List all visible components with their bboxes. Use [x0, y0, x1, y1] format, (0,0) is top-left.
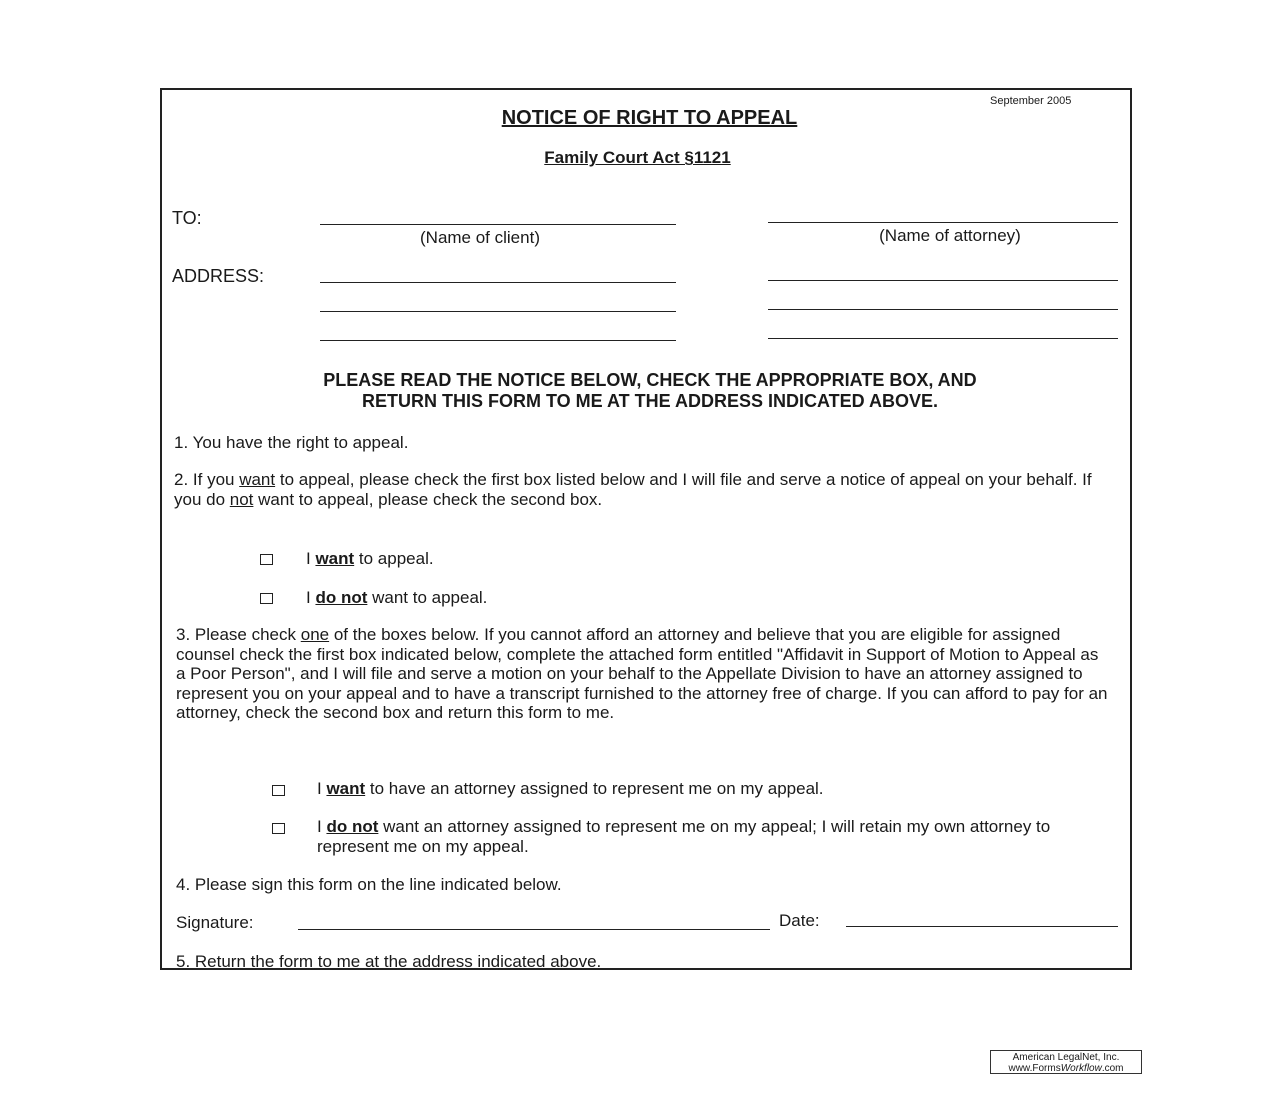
form-title: NOTICE OF RIGHT TO APPEAL [501, 107, 798, 129]
attorney-address-line-1[interactable] [768, 280, 1118, 281]
option-not-appeal: I do not want to appeal. [306, 588, 488, 607]
signature-label: Signature: [176, 913, 254, 932]
checkbox-not-appeal[interactable] [260, 593, 273, 604]
item-3: 3. Please check one of the boxes below. If you cannot afford an attorney and believe that you are eligible for assigned counsel check the first box indicated below, complete the attached form entitled "Affidavit in Support of Motion to Appeal as a Poor Person", and I will file and serve a motion on your behalf to the Appellate Division to have an attorney assigned to represent you on your appeal and to have a transcript furnished to the attorney free of charge. If you can afford to pay for an attorney, check the second box and return this form to me. [176, 625, 1108, 722]
attorney-caption: (Name of attorney) [879, 226, 1021, 245]
client-caption: (Name of client) [420, 228, 540, 247]
client-address-line-2[interactable] [320, 311, 676, 312]
checkbox-not-attorney[interactable] [272, 823, 285, 834]
publisher-name: American LegalNet, Inc. [1012, 1052, 1120, 1063]
client-address-line-3[interactable] [320, 340, 676, 341]
option-want-attorney: I want to have an attorney assigned to represent me on my appeal. [317, 779, 824, 798]
attorney-name-line[interactable] [768, 222, 1118, 223]
client-name-line[interactable] [320, 224, 676, 225]
date-line[interactable] [846, 926, 1118, 927]
instructions [170, 370, 1130, 412]
item-5: 5. Return the form to me at the address indicated above. [176, 952, 602, 971]
to-label: TO: [172, 208, 202, 228]
address-label: ADDRESS: [172, 266, 265, 286]
publisher-website: www.FormsWorkflow.com [1008, 1063, 1124, 1074]
option-not-attorney: I do not want an attorney assigned to represent me on my appeal; I will retain my own attorney to represent me on my appeal. [317, 817, 1051, 856]
signature-line[interactable] [298, 929, 770, 930]
item-2: 2. If you want to appeal, please check the first box listed below and I will file and serve a notice of appeal on your behalf. If you do not want to appeal, please check the second box. [174, 470, 1092, 509]
option-want-appeal: I want to appeal. [306, 549, 434, 568]
client-address-line-1[interactable] [320, 282, 676, 283]
attorney-address-line-3[interactable] [768, 338, 1118, 339]
item-4: 4. Please sign this form on the line indicated below. [176, 875, 562, 894]
instruction-line-1: PLEASE READ THE NOTICE BELOW, CHECK THE APPROPRIATE BOX, AND [323, 370, 977, 390]
form-subtitle: Family Court Act §1121 [544, 148, 731, 167]
checkbox-want-attorney[interactable] [272, 785, 285, 796]
item-1: 1. You have the right to appeal. [174, 433, 409, 452]
form-date: September 2005 [990, 95, 1072, 107]
attorney-address-line-2[interactable] [768, 309, 1118, 310]
publisher-stamp [990, 1050, 1142, 1074]
instruction-line-2: RETURN THIS FORM TO ME AT THE ADDRESS INDICATED ABOVE. [361, 391, 938, 411]
checkbox-want-appeal[interactable] [260, 554, 273, 565]
date-label: Date: [779, 911, 820, 930]
